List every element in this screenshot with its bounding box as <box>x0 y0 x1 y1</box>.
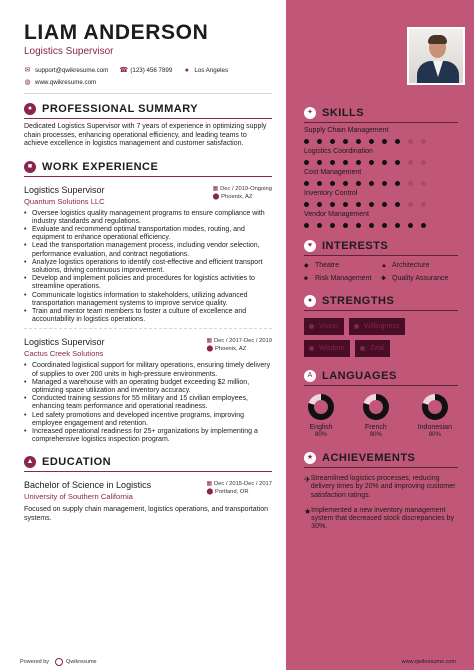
language-percent: 80% <box>314 432 327 438</box>
languages-divider <box>304 385 458 386</box>
languages-list <box>304 394 458 438</box>
rating-dot <box>330 223 335 228</box>
contact-row <box>24 67 272 74</box>
education-description: Focused on supply chain management, logistics operations, and transportation systems. <box>24 506 268 522</box>
rating-dot <box>369 202 374 207</box>
website-row <box>24 79 272 94</box>
job-dates: Dec / 2019-Ongoing <box>220 185 272 192</box>
rating-dot <box>421 223 426 228</box>
rating-dot <box>369 160 374 165</box>
strength-label: Vision <box>319 323 338 330</box>
architecture-icon: ▲ <box>381 263 387 269</box>
interest-item <box>381 275 458 284</box>
interest-item <box>304 275 381 284</box>
interests-divider <box>304 255 458 256</box>
job-title: Logistics Supervisor <box>24 337 105 348</box>
pin-icon: ⬤ <box>206 489 213 496</box>
rating-dot <box>369 139 374 144</box>
sidebar <box>286 0 474 670</box>
rating-dot <box>317 223 322 228</box>
language-ring <box>363 394 389 420</box>
rating-dot <box>343 223 348 228</box>
rating-dot <box>304 181 309 186</box>
rating-dot <box>356 160 361 165</box>
interests-heading <box>304 240 458 252</box>
rating-dot <box>330 139 335 144</box>
skills-list <box>304 127 458 228</box>
achievement-item <box>304 475 458 500</box>
rating-dot <box>369 223 374 228</box>
powered-by-text: Powered by <box>20 659 50 665</box>
rating-dot <box>395 181 400 186</box>
rating-dot <box>343 202 348 207</box>
language-icon: A <box>304 370 316 382</box>
strength-tag <box>349 318 405 335</box>
rating-dot <box>408 223 413 228</box>
rating-dot <box>408 202 413 207</box>
rating-dot <box>421 139 426 144</box>
calendar-icon: ▦ <box>206 481 212 488</box>
rating-dot <box>408 139 413 144</box>
rating-dot <box>356 139 361 144</box>
strength-tag <box>304 340 350 357</box>
skills-heading <box>304 107 458 119</box>
rating-dot <box>356 202 361 207</box>
star-icon: ★ <box>304 506 312 516</box>
job-meta <box>207 337 273 353</box>
experience-divider <box>24 176 272 177</box>
list-item: • Train and mentor team members to foster a culture of excellence and accountability in logistics operations. <box>24 308 272 324</box>
interests-grid <box>304 262 458 283</box>
job-separator <box>24 328 272 329</box>
education-divider <box>24 471 272 472</box>
rating-dot <box>408 160 413 165</box>
experience-heading <box>24 161 272 173</box>
rating-dot <box>421 202 426 207</box>
rating-dot <box>304 160 309 165</box>
skill-item <box>304 148 458 165</box>
rating-dot <box>317 202 322 207</box>
rating-dot <box>382 160 387 165</box>
rating-dot <box>369 181 374 186</box>
phone-icon: ☎ <box>119 67 129 74</box>
language-percent: 80% <box>428 432 441 438</box>
education-meta <box>207 480 273 496</box>
rating-dot <box>395 160 400 165</box>
calendar-icon: ▦ <box>212 185 219 192</box>
job-meta <box>213 185 272 201</box>
rating-dot <box>343 181 348 186</box>
email-icon: ✉ <box>24 67 31 74</box>
skill-rating <box>304 160 458 165</box>
skill-name: Cost Management <box>304 169 362 176</box>
education-title: EDUCATION <box>42 456 112 469</box>
award-icon: ✈ <box>304 475 311 484</box>
heart-icon: ♥ <box>304 240 316 252</box>
rating-dot <box>395 139 400 144</box>
rating-dot <box>304 202 309 207</box>
risk-icon: ■ <box>304 275 308 282</box>
skill-item <box>304 169 458 186</box>
skill-item <box>304 190 458 207</box>
phone-text[interactable]: (123) 456 7899 <box>130 67 173 74</box>
rating-dot <box>382 202 387 207</box>
achievement-item <box>304 507 458 532</box>
list-item: • Led safety promotions and developed incentive programs, improving employee engagement and retention. <box>24 412 272 428</box>
interest-label: Architecture <box>392 262 430 269</box>
strengths-title: STRENGTHS <box>322 295 395 307</box>
education-heading <box>24 456 272 468</box>
summary-heading <box>24 103 272 115</box>
skill-name: Supply Chain Management <box>304 127 389 134</box>
list-item: • Lead the transportation management process, including vendor selection, performance evaluation, and contract negotiations. <box>24 242 272 258</box>
languages-heading <box>304 370 458 382</box>
job-bullets <box>24 210 272 325</box>
strengths-divider <box>304 310 458 311</box>
skill-name: Vendor Management <box>304 211 369 218</box>
job-company: Cactus Creek Solutions <box>24 349 104 359</box>
rating-dot <box>330 181 335 186</box>
skills-divider <box>304 122 458 123</box>
location-text: Los Angeles <box>194 67 229 74</box>
calendar-icon: ▦ <box>206 338 212 345</box>
strength-label: Zeal <box>370 345 384 352</box>
strength-tag <box>355 340 390 357</box>
lightbulb-icon: ✦ <box>304 107 316 119</box>
interest-item <box>304 262 381 271</box>
rating-dot <box>382 139 387 144</box>
list-item: • Evaluate and recommend optimal transportation modes, routing, and equipment to enhance operational efficiency. <box>24 226 272 242</box>
website-link[interactable]: www.qwikresume.com <box>35 79 97 86</box>
rating-dot <box>356 223 361 228</box>
rating-dot <box>421 160 426 165</box>
rating-dot <box>343 160 348 165</box>
list-item: • Conducted training sessions for 55 military and 15 civilian employees, enhancing team performance and operational readiness. <box>24 395 272 411</box>
achievements-divider <box>304 467 458 468</box>
location-icon: ● <box>184 67 189 74</box>
rating-dot <box>304 223 309 228</box>
quality-icon: ✱ <box>381 275 387 282</box>
languages-title: LANGUAGES <box>322 370 397 382</box>
experience-title: WORK EXPERIENCE <box>42 160 159 173</box>
rating-dot <box>382 223 387 228</box>
interest-label: Theatre <box>315 262 340 269</box>
list-item: • Analyze logistics operations to identify cost-effective and efficient transport solutions, driving continuous improvement. <box>24 259 272 275</box>
pin-icon: ⬤ <box>206 346 213 353</box>
interests-title: INTERESTS <box>322 240 389 252</box>
rating-dot <box>317 139 322 144</box>
strength-label: Willingness <box>363 323 400 330</box>
pin-icon: ⬤ <box>212 193 220 200</box>
rating-dot <box>395 202 400 207</box>
list-item: • Coordinated logistical support for military operations, ensuring timely delivery of supplies to over 200 units in high-pressure environments. <box>24 362 272 378</box>
list-item: • Oversee logistics quality management programs to ensure compliance with industry standards and regulations. <box>24 210 272 226</box>
skill-rating <box>304 202 458 207</box>
language-ring <box>422 394 448 420</box>
interest-item <box>381 262 458 271</box>
skill-item <box>304 211 458 228</box>
skill-rating <box>304 223 458 228</box>
strength-tag <box>304 318 344 335</box>
user-icon: ● <box>24 103 36 115</box>
skill-name: Inventory Control <box>304 190 358 197</box>
achievement-text: Streamlined logistics processes, reducing delivery times by 20% and improving customer satisfaction ratings. <box>310 475 456 499</box>
candidate-name: LIAM ANDERSON <box>24 21 209 44</box>
interest-label: Quality Assurance <box>392 274 449 282</box>
summary-title: PROFESSIONAL SUMMARY <box>42 103 199 115</box>
achievement-text: Implemented a new inventory management system that decreased stock discrepancies by 30%. <box>311 506 454 531</box>
footer <box>0 654 474 670</box>
language-item <box>418 394 452 438</box>
globe-icon: ◍ <box>24 79 31 86</box>
profile-photo <box>407 27 465 85</box>
job-2 <box>24 337 272 444</box>
language-name: Indonesian <box>417 424 452 431</box>
rating-dot <box>304 139 309 144</box>
achievements-heading <box>304 452 458 464</box>
language-item <box>363 394 389 438</box>
degree: Bachelor of Science in Logistics <box>24 480 152 491</box>
rating-dot <box>421 181 426 186</box>
job-location: Phoenix, AZ <box>221 193 253 200</box>
language-item <box>308 394 334 438</box>
email-text[interactable]: support@qwikresume.com <box>35 67 109 74</box>
list-item: • Develop and implement policies and procedures for logistics activities to streamline operations. <box>24 275 272 291</box>
brand-name[interactable]: Qwikresume <box>66 659 97 665</box>
rating-dot <box>317 160 322 165</box>
job-dates: Dec / 2017-Dec / 2019 <box>213 338 272 345</box>
theatre-icon: ◆ <box>304 263 309 269</box>
summary-divider <box>24 118 272 119</box>
job-bullets <box>24 362 272 444</box>
users-icon: ● <box>304 295 316 307</box>
graduation-icon: ▲ <box>24 456 36 468</box>
rating-dot <box>330 202 335 207</box>
briefcase-icon: ■ <box>24 161 36 173</box>
school: University of Southern California <box>24 492 133 502</box>
list-item: • Managed a warehouse with an operating budget exceeding $2 million, optimizing space utilization and inventory accuracy. <box>24 379 272 395</box>
rating-dot <box>330 160 335 165</box>
candidate-title: Logistics Supervisor <box>24 46 114 57</box>
skill-item <box>304 127 458 144</box>
language-name: English <box>309 424 333 431</box>
strengths-heading <box>304 295 458 307</box>
language-percent: 80% <box>369 432 382 438</box>
qwikresume-logo-icon <box>55 658 63 666</box>
list-item: • Increased operational readiness for 25+ organizations by implementing a comprehensive logistics inspection program. <box>24 428 272 444</box>
skill-rating <box>304 139 458 144</box>
list-item: • Communicate logistics information to stakeholders, utilizing advanced transportation management systems to improve service quality. <box>24 292 272 308</box>
skills-title: SKILLS <box>322 107 365 119</box>
education-location: Portland, OR <box>215 489 249 496</box>
footer-url[interactable]: www.qwikresume.com <box>401 659 456 665</box>
job-location: Phoenix, AZ <box>215 346 247 353</box>
rating-dot <box>382 181 387 186</box>
job-company: Quantum Solutions LLC <box>24 196 105 206</box>
skill-name: Logistics Coordination <box>304 148 373 155</box>
rating-dot <box>356 181 361 186</box>
strengths-tags <box>304 318 458 362</box>
language-name: French <box>364 424 387 431</box>
education-entry <box>24 480 272 523</box>
achievements-title: ACHIEVEMENTS <box>322 452 416 464</box>
trophy-icon: ★ <box>304 452 316 464</box>
interest-label: Risk Management <box>315 274 372 282</box>
education-dates: Dec / 2015-Dec / 2017 <box>213 481 272 488</box>
rating-dot <box>408 181 413 186</box>
language-ring <box>308 394 334 420</box>
job-title: Logistics Supervisor <box>24 184 105 195</box>
rating-dot <box>317 181 322 186</box>
summary-text: Dedicated Logistics Supervisor with 7 years of experience in optimizing supply chain processes, enhancing operational efficiency, and leading teams to achieve excellence in logistics management and customer satisfaction. <box>24 123 267 147</box>
job-1 <box>24 185 272 330</box>
rating-dot <box>343 139 348 144</box>
skill-rating <box>304 181 458 186</box>
strength-label: Wisdom <box>319 345 345 352</box>
rating-dot <box>395 223 400 228</box>
